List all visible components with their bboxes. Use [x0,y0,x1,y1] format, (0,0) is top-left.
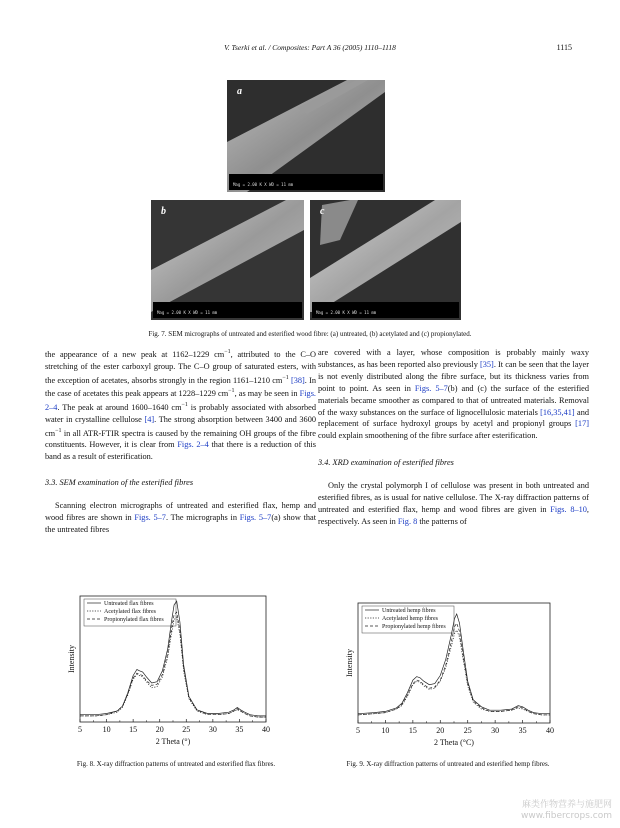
x-tick-label: 25 [182,725,191,734]
x-axis-label: 2 Theta (°) [155,737,191,746]
text-run: that there is a reduction of this band as a result of esterification. [45,440,317,462]
text-run: are covered with a layer, whose composition is probably mainly waxy substances, as has been reported also previously [318,348,589,369]
x-tick-label: 35 [235,725,244,734]
x-tick-label: 15 [129,725,138,734]
watermark-line2: www.fibercrops.com [521,811,612,821]
legend-entry: Propionylated flax fibres [104,617,164,623]
sem-micrograph-a [227,80,385,192]
figure9-caption: Fig. 9. X-ray diffraction patterns of untreated and esterified hemp fibres. [346,760,550,768]
x-tick-label: 15 [408,726,417,735]
x-tick-label: 30 [208,725,217,734]
x-tick-label: 40 [262,725,270,734]
legend-entry: Acetylated flax fibres [104,609,156,615]
reference-link[interactable]: Figs. 5–7 [134,512,166,522]
sem-info-text: Mag = 2.00 K X WD = 11 mm [157,310,218,315]
xrd-chart-hemp [340,595,560,751]
text-run: . The strong absorption between 3400 and 3600 cm [45,414,316,438]
series-line-3 [358,623,550,715]
reference-link[interactable]: [17] [575,419,589,429]
legend-entry: Untreated flax fibres [104,601,154,607]
sem-micrograph-b [151,200,304,320]
legend-entry: Untreated hemp fibres [382,608,436,614]
reference-link[interactable]: Figs. 2–4 [177,440,209,450]
watermark [521,800,612,822]
reference-link[interactable]: Figs. 5–7 [239,512,272,522]
left-paragraph-2 [45,500,316,536]
series-line-2 [80,617,266,717]
reference-link[interactable]: [16,35,41] [540,407,575,417]
superscript: −1 [282,374,289,381]
figure7-caption: Fig. 7. SEM micrographs of untreated and esterified wood fibre: (a) untreated, (b) acetylated and (c) propionylated. [148,330,472,338]
x-tick-label: 5 [356,726,360,735]
x-tick-label: 40 [546,726,554,735]
superscript: −1 [228,388,235,395]
text-run: is probably associated with absorbed water in crystalline cellulose [45,402,316,424]
left-column [45,347,316,536]
section-heading-3-4: 3.4. XRD examination of esterified fibres [318,458,454,468]
text-run: . It can be seen that the layer is not evenly distributed along the fibre surface, but its thickness varies from point to point. As seen in [318,359,589,393]
running-head: V. Tserki et al. / Composites: Part A 36 (2005) 1110–1118 [224,43,396,52]
text-run: Scanning electron micrographs of untreated and esterified flax, hemp and wood fibres are shown in [45,500,316,522]
text-run: the patterns of [417,516,467,526]
text-run: . The peak at around 1600–1640 cm [57,402,182,412]
text-run: in all ATR-FTIR spectra is caused by the remaining OH groups of the fibre constituents. However, it is clear from [45,428,316,450]
sem-info-text: Mag = 2.00 K X WD = 11 mm [233,182,294,187]
section-heading-3-3: 3.3. SEM examination of the esterified fibres [45,477,194,487]
panel-label-b: b [161,206,166,217]
xrd-chart-flax [62,588,276,750]
text-run: (b) and (c) the surface of the esterified materials became smoother as compared to that of untreated materials. Removal of the waxy substances on the surface of lignocellulosic materials [318,383,589,417]
x-axis-label: 2 Theta (°C) [434,738,474,747]
x-tick-label: 35 [518,726,527,735]
text-run: , attributed to the C–O stretching of the ester carboxyl group. The C–O group of saturated esters, with the exception of acetates, absorbs strongly in the region 1161–1210 cm [45,349,316,385]
text-run: Only the crystal polymorph I of cellulose was present in both untreated and esterified fibres, as is usual for native cellulose. The X-ray diffraction patterns of untreated and esterified flax, hemp and wood fibres are given in [318,481,589,514]
x-tick-label: 20 [155,725,164,734]
text-run: . The micrographs in [165,512,240,522]
series-line-3 [80,612,266,717]
legend-entry: Acetylated hemp fibres [382,616,438,622]
x-tick-label: 30 [491,726,500,735]
reference-link[interactable]: [35] [480,359,494,369]
reference-link[interactable]: [38] [290,375,305,385]
x-tick-label: 10 [381,726,390,735]
reference-link[interactable]: Figs. 2–4 [45,389,316,412]
x-tick-label: 25 [463,726,472,735]
series-line-2 [358,630,550,715]
x-tick-label: 20 [436,726,445,735]
panel-label-c: c [320,206,325,217]
reference-link[interactable]: Figs. 8–10 [550,504,587,514]
text-run: (a) show that the untreated fibres [45,512,317,534]
panel-label-a: a [237,86,242,97]
watermark-line1: 麻类作物营养与施肥网 [521,800,612,810]
page-number: 1115 [556,43,572,52]
sem-micrograph-c [310,200,461,320]
x-tick-label: 10 [102,725,111,734]
right-paragraph-1 [318,347,589,442]
y-axis-label: Intensity [345,649,354,677]
right-paragraph-2 [318,480,589,528]
text-run: , as may be seen in [234,389,300,399]
text-run: the appearance of a new peak at 1162–1229 cm [45,349,225,359]
y-axis-label: Intensity [67,645,76,673]
text-run: and replacement of surface hydroxyl groups by acetyl and propionyl groups [318,407,589,429]
superscript: −1 [181,401,188,408]
left-paragraph-1 [45,347,316,463]
text-run: , respectively. As seen in [318,504,589,526]
legend-entry: Propionylated hemp fibres [382,624,446,630]
figure8-caption: Fig. 8. X-ray diffraction patterns of untreated and esterified flax fibres. [76,760,276,768]
text-run: could explain smoothening of the fibre surface after esterification. [318,431,538,441]
reference-link[interactable]: [4] [144,414,155,424]
text-run: . In the case of acetates this peak appears at 1228–1229 cm [45,375,317,399]
superscript: −1 [55,427,62,434]
superscript: −1 [224,349,231,355]
sem-info-text: Mag = 2.00 K X WD = 11 mm [316,310,377,315]
right-column [318,347,589,528]
reference-link[interactable]: Figs. 5–7 [414,383,448,393]
x-tick-label: 5 [78,725,82,734]
reference-link[interactable]: Fig. 8 [397,516,418,526]
